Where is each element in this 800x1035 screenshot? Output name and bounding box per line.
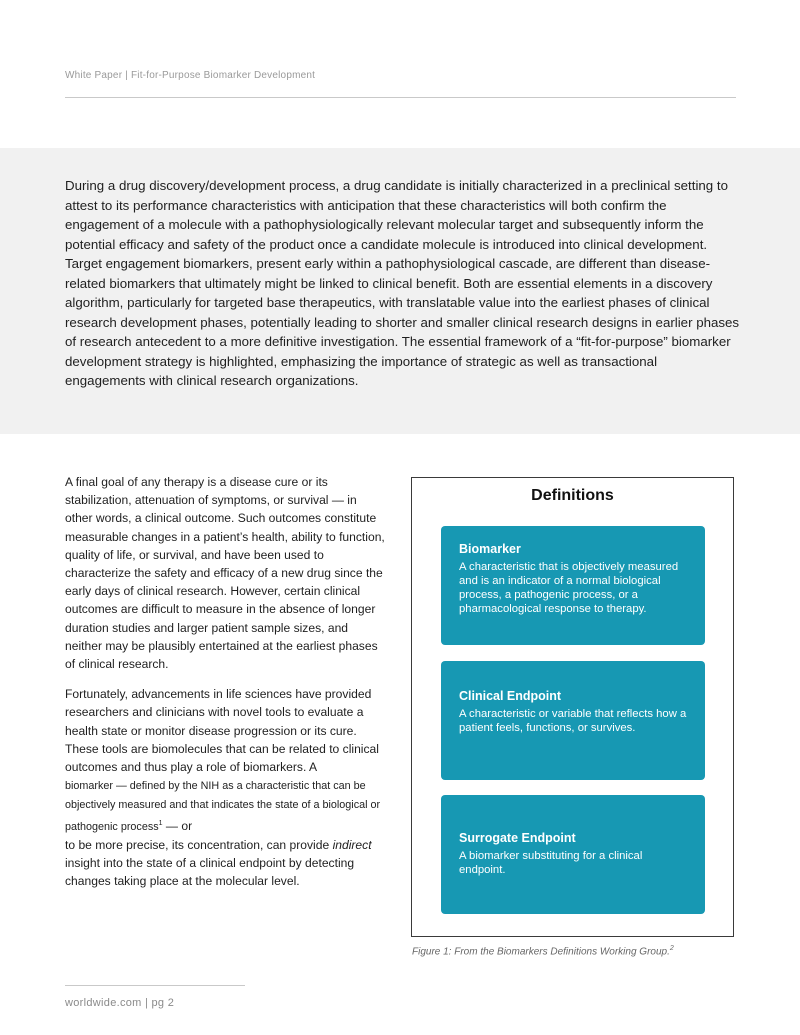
body-paragraph-1: A final goal of any therapy is a disease cure or its stabilization, attenuation of symptoms, or survival — in other words, a clinical outcome. Such outcomes constitute measurable changes in a patient’s health, ability to function, quality of life, or survival, and have been used to characterize the safety and efficacy of a new drug since the early days of clinical research. However, certain clinical outcomes are difficult to measure in the absence of longer duration studies and larger patient sample sizes, and neither may be plausibly entertained at the earliest phases of clinical research. [65,475,385,672]
footer-divider [65,985,245,986]
definition-card-text: A characteristic that is objectively measured and is an indicator of a normal biological process, a pathogenic process, or a pharmacological response to therapy. [459,561,679,615]
abstract-section [0,148,800,434]
definition-card-biomarker [441,526,705,645]
definition-card-title: Biomarker [459,542,521,556]
body-paragraph-2 [65,685,387,890]
footnote-ref-1: 1 [158,819,163,827]
body-paragraph-2-part-e: insight into the state of a clinical endpoint by detecting changes taking place at the molecular level. [65,856,355,889]
definition-card-title: Clinical Endpoint [459,689,562,703]
body-paragraph-2-emphasis: indirect [332,837,372,852]
body-column [65,473,387,903]
definition-card-title: Surrogate Endpoint [459,831,576,845]
abstract-text: During a drug discovery/development process, a drug candidate is initially characterized in a preclinical setting to attest to its performance characteristics with anticipation that these characteristics will both confirm the engagement of a molecule with a pathophysiologically relevant molecular target and subsequently inform the potential efficacy and safety of the product once a candidate molecule is introduced into clinical development. Target engagement biomarkers, present early within a pathophysiological cascade, are different than disease-related biomarkers that ultimately might be linked to clinical benefit. Both are essential elements in a discovery algorithm, particularly for targeted base therapeutics, with translatable value into the earliest phases of clinical research development phases, potentially leading to shorter and smaller clinical research designs in earlier phases of research antecedent to a more definitive investigation. The essential framework of a “fit-for-purpose” biomarker development strategy is highlighted, emphasizing the importance of strategic as well as transactional engagements with clinical research organizations. [65,178,740,388]
footnote-ref-2: 2 [669,945,674,952]
body-paragraph-2-part-a: Fortunately, advancements in life sciences have provided researchers and clinicians with novel tools to evaluate a health state or monitor disease progression or its cure. These tools are biomolecules that can be related to clinical outcomes and thus play a role of biomarkers. A [65,687,379,775]
figure-caption-text: Figure 1: From the Biomarkers Definitions Working Group. [412,946,670,958]
definition-card-clinical-endpoint [441,661,705,780]
body-paragraph-2-part-d: to be more precise, its concentration, can provide [65,837,330,852]
definitions-box [411,477,734,937]
definition-card-text: A biomarker substituting for a clinical endpoint. [459,850,643,876]
body-paragraph-2-part-c: — or [162,818,193,833]
header-text: White Paper | Fit-for-Purpose Biomarker Development [65,70,316,81]
definition-card-surrogate-endpoint [441,795,705,914]
header-divider [65,97,736,98]
body-paragraph-2-part-b: biomarker — defined by the NIH as a characteristic that can be objectively measured and that indicates the state of a biological or pathogenic process [65,780,381,833]
definition-card-text: A characteristic or variable that reflects how a patient feels, functions, or survives. [459,708,687,734]
footer-text: worldwide.com | pg 2 [65,997,175,1009]
definitions-title: Definitions [531,487,614,504]
figure-caption [412,945,674,957]
